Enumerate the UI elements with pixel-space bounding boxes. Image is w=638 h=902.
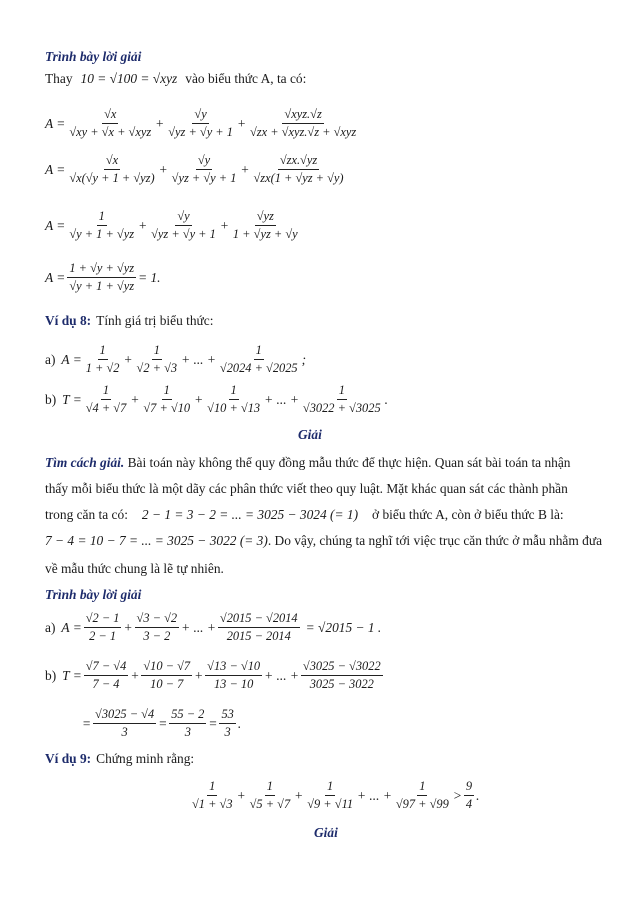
section-heading-solution: Trình bày lời giải bbox=[45, 49, 142, 64]
hint-math-4: 7 − 4 = 10 − 7 = ... = 3025 − 3022 (= 3) bbox=[45, 533, 268, 548]
eq-rhs: = √2015 − 1 . bbox=[305, 619, 382, 635]
intro-math: 10 = √100 = √xyz bbox=[80, 71, 178, 86]
fraction: $\frac{1}{√9 + √11}$ bbox=[307, 779, 354, 812]
fraction: $\frac{1}{√2024 + √2025}$ bbox=[219, 343, 298, 376]
ellipsis: + ... + bbox=[264, 391, 299, 407]
hint-text-3b: ở biểu thức A, còn ở biểu thức B là: bbox=[372, 507, 564, 522]
eq-sign: = bbox=[208, 715, 218, 731]
eq-rhs: = 1. bbox=[138, 269, 161, 285]
example-8-label: Ví dụ 8: bbox=[45, 313, 92, 328]
fraction: $\frac{√x}{\text{√xy + √x + √xyz}}$ bbox=[69, 107, 152, 140]
solution-a: a) A = $\frac{√2 - 1}{2 - 1}$ + $\frac{√3 - √2}{3 - 2}$ + ... + $\frac{√2015 - √2014}{2015 - 2014}$ = √2015 − 1 . bbox=[45, 611, 382, 644]
fraction: $\frac{1}{√10 + √13}$ bbox=[207, 383, 261, 416]
fraction: $\frac{55 - 2}{3}$ bbox=[171, 707, 205, 740]
fraction: $\frac{√3025 - √4}{3}$ bbox=[95, 707, 155, 740]
hint-line-1 bbox=[45, 456, 571, 469]
eq-lhs: T = bbox=[62, 667, 82, 683]
fraction: $\frac{√x}{√x(√y + 1 + √yz)}$ bbox=[69, 153, 155, 186]
ellipsis: + ... + bbox=[264, 667, 299, 683]
punct: . bbox=[384, 391, 389, 407]
fraction: $\frac{√2 - 1}{2 - 1}$ bbox=[85, 611, 120, 644]
ellipsis: + ... + bbox=[181, 619, 216, 635]
intro-suffix: vào biểu thức A, ta có: bbox=[185, 71, 307, 86]
example-9-title bbox=[45, 752, 194, 765]
fraction: $\frac{1}{√4 + √7}$ bbox=[85, 383, 127, 416]
eq-lhs: A = bbox=[45, 115, 66, 131]
hint-line-5: về mẫu thức chung là lẽ tự nhiên. bbox=[45, 561, 224, 576]
fraction: $\frac{√y}{√yz + √y + 1}$ bbox=[168, 107, 233, 140]
fraction: $\frac{1}{√3022 + √3025}$ bbox=[302, 383, 381, 416]
item-label: a) bbox=[45, 619, 56, 635]
fraction: $\frac{√7 - √4}{7 - 4}$ bbox=[85, 659, 127, 692]
section-heading-solution-2: Trình bày lời giải bbox=[45, 587, 142, 602]
fraction: $\frac{√yz}{1 + √yz + √y}$ bbox=[232, 209, 298, 242]
hint-line-2: thấy mỗi biểu thức là một dãy các phân thức viết theo quy luật. Mặt khác quan sát các thành phần bbox=[45, 481, 568, 496]
fraction: $\frac{√3 - √2}{3 - 2}$ bbox=[136, 611, 178, 644]
fraction: $\frac{1}{√5 + √7}$ bbox=[249, 779, 291, 812]
ellipsis: + ... + bbox=[181, 351, 216, 367]
fraction: $\frac{1}{√2 + √3}$ bbox=[136, 343, 178, 376]
fraction: $\frac{1}{√1 + √3}$ bbox=[192, 779, 233, 812]
fraction: $\frac{√13 - √10}{13 - 10}$ bbox=[207, 659, 261, 692]
hint-text-4: . Do vậy, chúng ta nghĩ tới việc trục căn thức ở mẫu nhằm đưa bbox=[267, 533, 603, 548]
example-9-text: Chứng minh rằng: bbox=[96, 751, 195, 766]
eq-lhs: A = bbox=[61, 351, 82, 367]
hint-label: Tìm cách giải. bbox=[45, 455, 125, 470]
punct: . bbox=[476, 787, 480, 803]
fraction: $\frac{1}{1 + √2}$ bbox=[85, 343, 120, 376]
eq-lhs: A = bbox=[61, 619, 82, 635]
example-8-text: Tính giá trị biểu thức: bbox=[96, 313, 214, 328]
fraction: $\frac{1 + √y + √yz}{√y + 1 + √yz}$ bbox=[69, 261, 135, 294]
hint-line-3 bbox=[45, 508, 564, 521]
hint-line-4 bbox=[45, 534, 602, 547]
fraction: $\frac{1}{√y + 1 + √yz}$ bbox=[69, 209, 135, 242]
hint-math-3: 2 − 1 = 3 − 2 = ... = 3025 − 3024 (= 1) bbox=[141, 507, 359, 522]
item-label: b) bbox=[45, 391, 57, 407]
fraction: $\frac{√2015 - √2014}{2015 - 2014}$ bbox=[219, 611, 298, 644]
fraction: $\frac{1}{√7 + √10}$ bbox=[143, 383, 191, 416]
example-8b: b) T = $\frac{1}{√4 + √7}$ + $\frac{1}{√7 + √10}$ + $\frac{1}{√10 + √13}$ + ... + $\frac{1}{√3022 + √3025}$ . bbox=[45, 383, 389, 416]
fraction: $\frac{√y}{√yz + √y + 1}$ bbox=[151, 209, 216, 242]
punct: . bbox=[237, 715, 242, 731]
hint-text-3a: trong căn ta có: bbox=[45, 507, 128, 522]
solution-label-2: Giải bbox=[314, 825, 338, 840]
equation-a4 bbox=[45, 262, 161, 293]
punct: ; bbox=[301, 351, 307, 367]
equation-a2: A = $\frac{√x}{√x(√y + 1 + √yz)}$ + $\frac{√y}{√yz + √y + 1}$ + $\frac{√zx.√yz}{√zx(1 + √yz + √y)}$ bbox=[45, 153, 344, 186]
example-9-label: Ví dụ 9: bbox=[45, 751, 92, 766]
gt-sign: > bbox=[452, 787, 462, 803]
eq-sign: = bbox=[158, 715, 168, 731]
equation-a3: A = $\frac{1}{√y + 1 + √yz}$ + $\frac{√y}{√yz + √y + 1}$ + $\frac{√yz}{1 + √yz + √y}$ bbox=[45, 209, 298, 242]
intro-prefix: Thay bbox=[45, 71, 73, 86]
fraction: $\frac{√3025 - √3022}{3025 - 3022}$ bbox=[302, 659, 381, 692]
example-8-title bbox=[45, 314, 213, 327]
hint-text-1: Bài toán này không thể quy đồng mẫu thức để thực hiện. Quan sát bài toán ta nhận bbox=[127, 455, 571, 470]
fraction: $\frac{\text{√xyz.√z}}{\text{√zx + √xyz.√z + √xyz}}$ bbox=[250, 107, 357, 140]
solution-label: Giải bbox=[298, 427, 322, 442]
fraction: $\frac{√zx.√yz}{√zx(1 + √yz + √y)}$ bbox=[253, 153, 344, 186]
fraction: $\frac{53}{3}$ bbox=[221, 707, 234, 740]
eq-lhs: A = bbox=[45, 269, 66, 285]
fraction: $\frac{1}{√97 + √99}$ bbox=[395, 779, 449, 812]
ellipsis: + ... + bbox=[357, 787, 392, 803]
item-label: b) bbox=[45, 667, 57, 683]
eq-sign: = bbox=[82, 715, 92, 731]
solution-b-result bbox=[82, 708, 241, 739]
example-9-equation: $\frac{1}{√1 + √3}$ + $\frac{1}{√5 + √7}$ + $\frac{1}{√9 + √11}$ + ... + $\frac{1}{√97 + √99}$ > $\frac{9}{4}$ . bbox=[192, 779, 480, 812]
fraction: $\frac{√10 - √7}{10 - 7}$ bbox=[143, 659, 191, 692]
eq-lhs: A = bbox=[45, 161, 66, 177]
eq-lhs: T = bbox=[62, 391, 82, 407]
example-8a: a) A = $\frac{1}{1 + √2}$ + $\frac{1}{√2 + √3}$ + ... + $\frac{1}{√2024 + √2025}$ ; bbox=[45, 343, 307, 376]
solution-b: b) T = $\frac{√7 - √4}{7 - 4}$ + $\frac{√10 - √7}{10 - 7}$ + $\frac{√13 - √10}{13 - 10}$ + ... + $\frac{√3025 - √3022}{3025 - 3022}$ bbox=[45, 659, 381, 692]
eq-lhs: A = bbox=[45, 217, 66, 233]
item-label: a) bbox=[45, 351, 56, 367]
fraction: $\frac{9}{4}$ bbox=[465, 779, 473, 812]
equation-a1: A = $\frac{√x}{\text{√xy + √x + √xyz}}$ + $\frac{√y}{√yz + √y + 1}$ + $\frac{\text{√xyz.√z}}{\text{√zx + √xyz.√z + √xyz}}$ bbox=[45, 107, 357, 140]
intro-line bbox=[45, 72, 306, 85]
fraction: $\frac{√y}{√yz + √y + 1}$ bbox=[171, 153, 237, 186]
